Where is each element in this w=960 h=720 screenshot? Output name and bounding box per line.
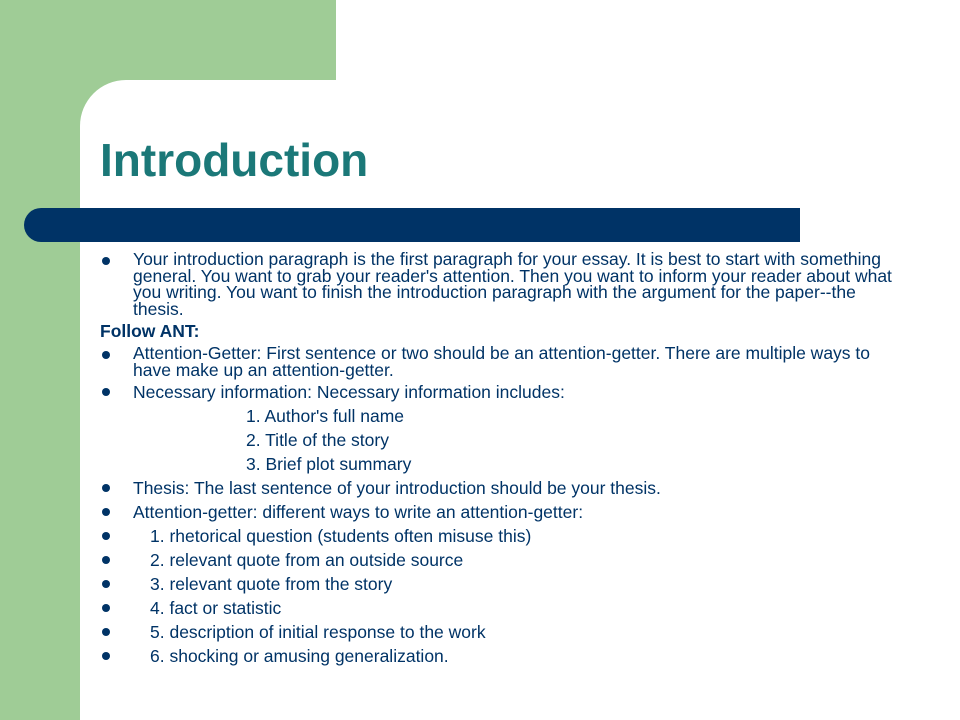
slide-title: Introduction — [100, 134, 369, 186]
follow-ant-heading: Follow ANT: — [100, 321, 200, 341]
way-item-4: 4. fact or statistic — [100, 598, 900, 618]
thesis-bullet: Thesis: The last sentence of your introduction should be your thesis. — [100, 478, 900, 498]
way-item-3: 3. relevant quote from the story — [100, 574, 900, 594]
way-item-6: 6. shocking or amusing generalization. — [100, 646, 900, 666]
necessary-item-3: 3. Brief plot summary — [246, 454, 412, 474]
necessary-item-1: 1. Author's full name — [246, 406, 405, 426]
intro-paragraph-bullet: Your introduction paragraph is the first paragraph for your essay. It is best to start with something general. You want to grab your reader's attention. Then you want to inform your reader about what you writing. You want to finish the introduction paragraph with the argument for the paper--the thesis. — [100, 251, 900, 317]
bullet-list — [100, 251, 900, 666]
ways-heading-bullet: Attention-getter: different ways to write an attention-getter: — [100, 502, 900, 522]
way-item-5: 5. description of initial response to the work — [100, 622, 900, 642]
necessary-info-bullet: Necessary information: Necessary information includes: — [100, 382, 900, 402]
way-item-1: 1. rhetorical question (students often misuse this) — [100, 526, 900, 546]
way-item-2: 2. relevant quote from an outside source — [100, 550, 900, 570]
necessary-item-2: 2. Title of the story — [246, 430, 389, 450]
attention-getter-bullet: Attention-Getter: First sentence or two should be an attention-getter. There are multiple ways to have make up an attention-getter. — [100, 345, 900, 378]
title-underline-bar — [24, 208, 800, 242]
